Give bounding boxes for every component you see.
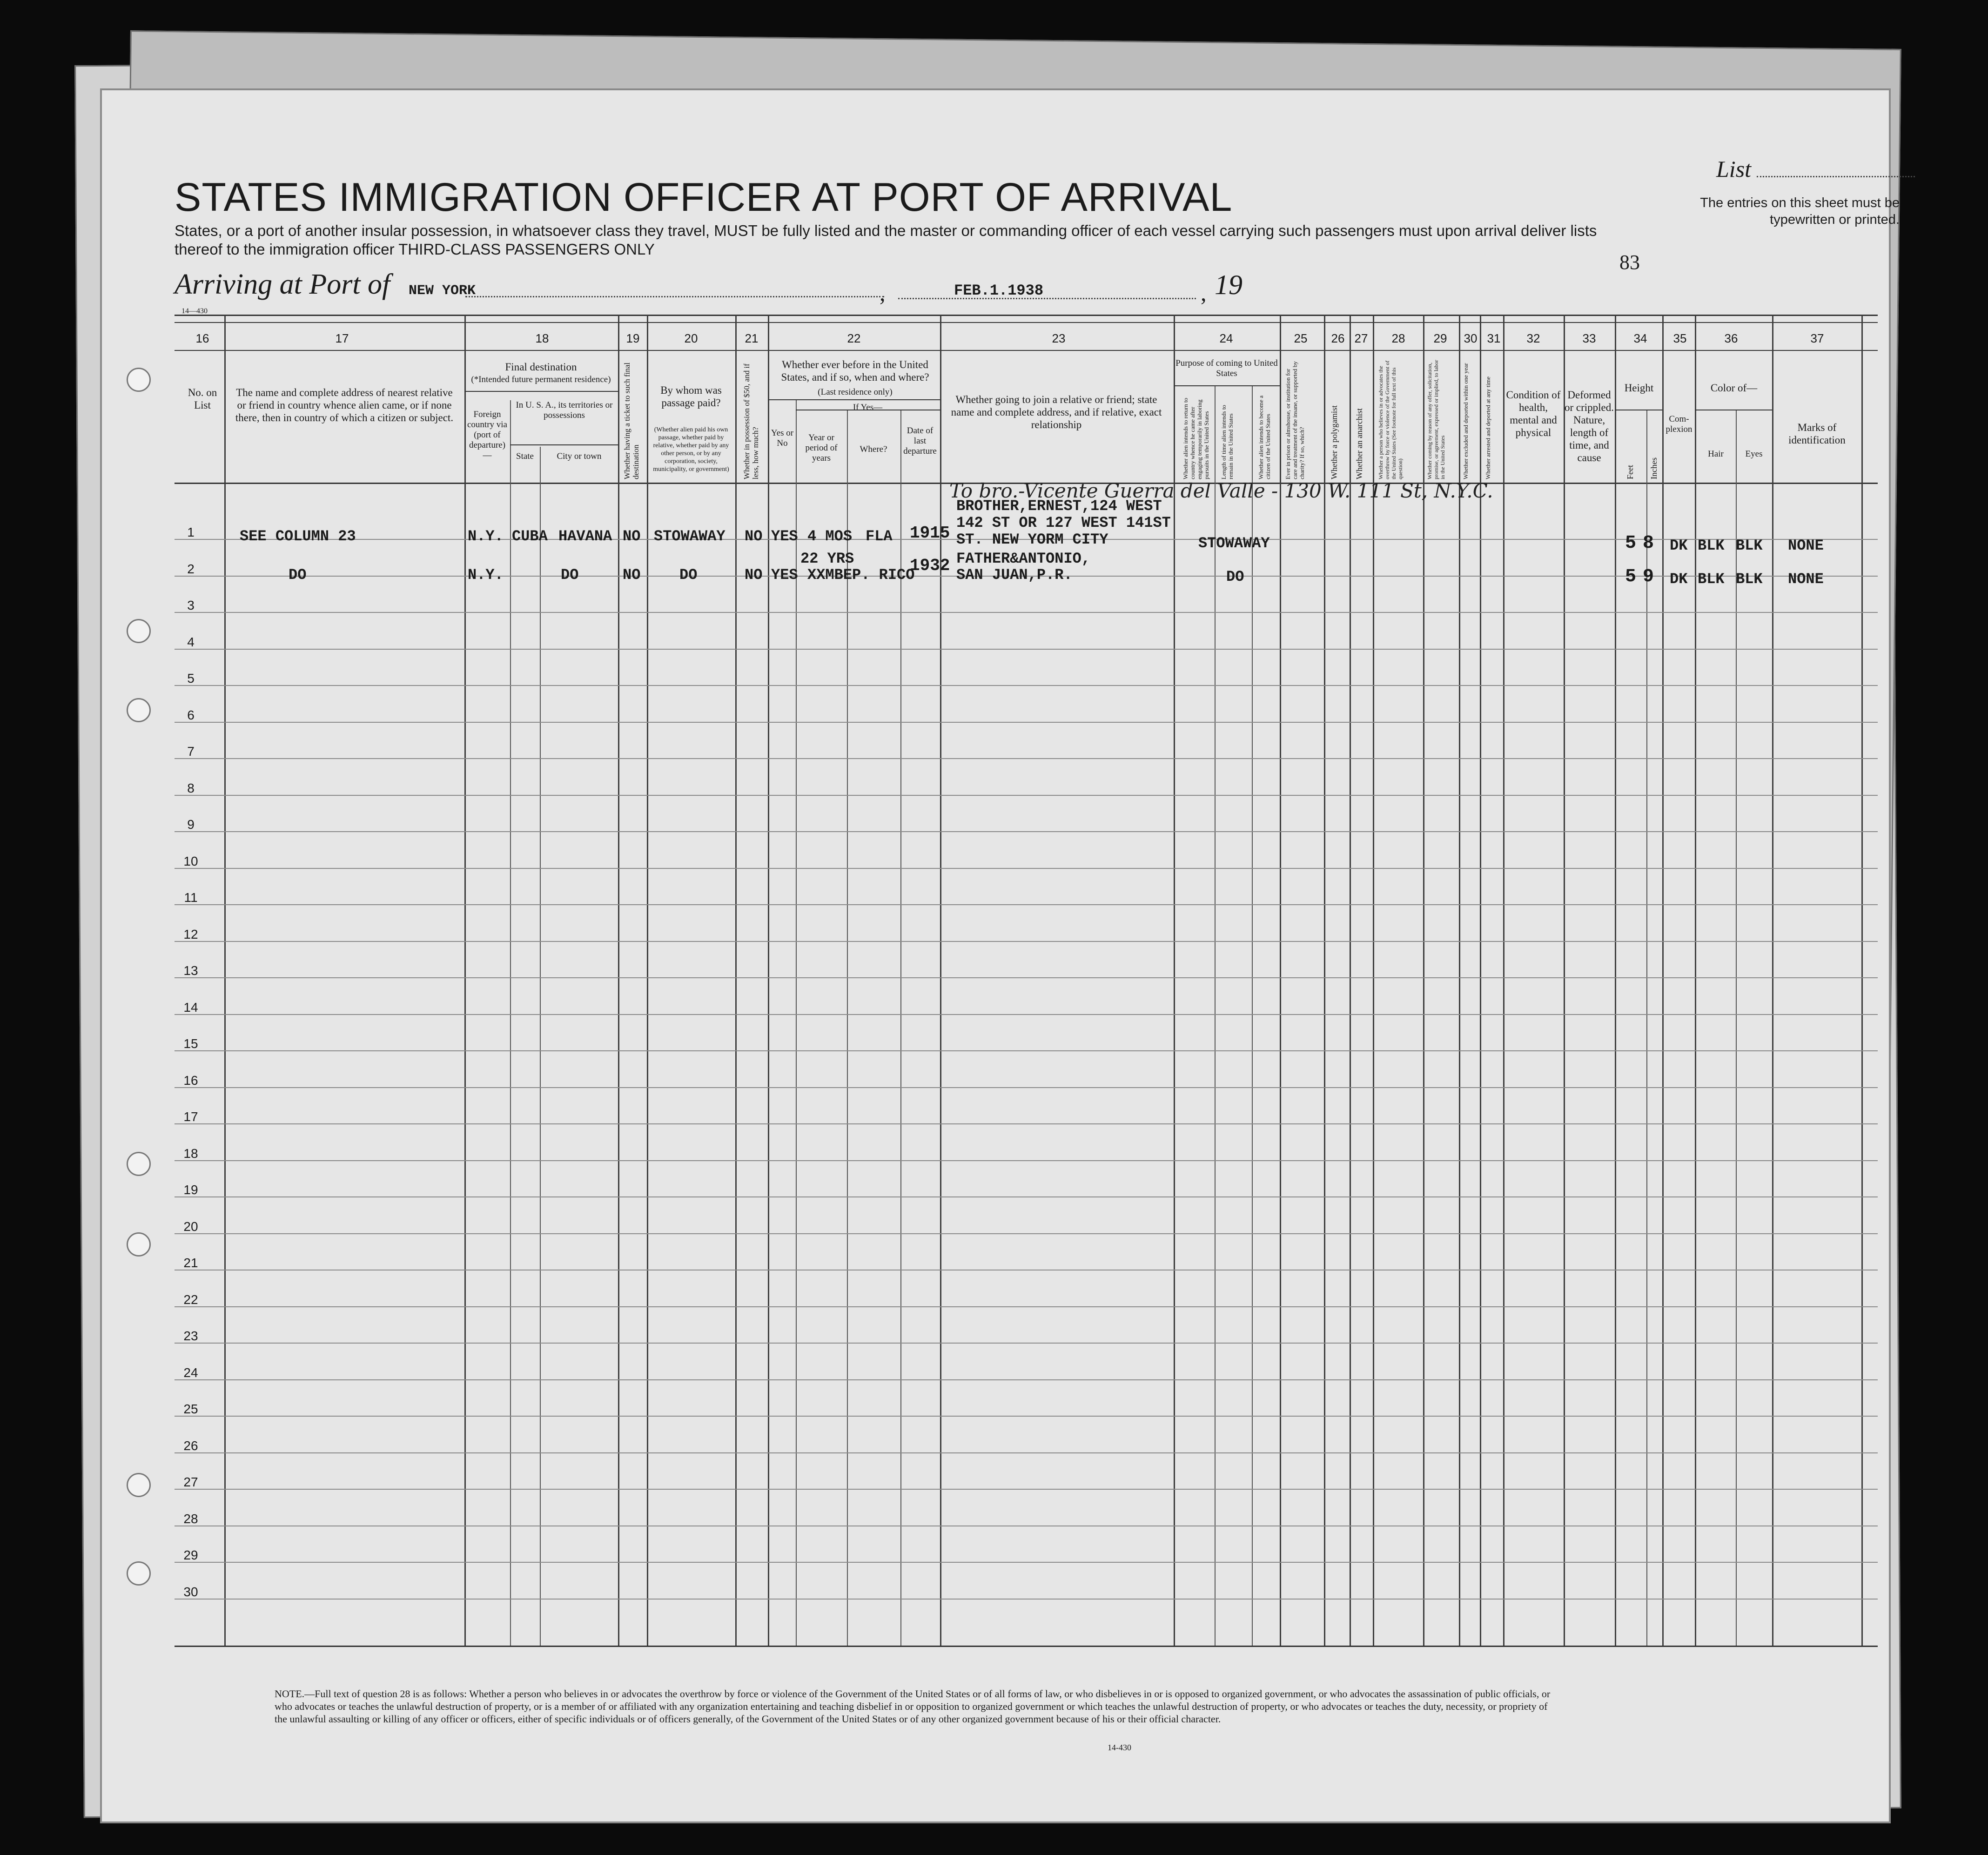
header-no-on-list: No. on List	[188, 387, 217, 411]
column-divider	[847, 410, 848, 1646]
column-divider	[1174, 315, 1175, 1646]
row-number: 21	[183, 1256, 198, 1270]
header-anarchist: Whether an anarchist	[1355, 408, 1364, 479]
comma: ,	[1201, 280, 1207, 306]
list-label: List	[1716, 156, 1752, 182]
row1-inches: 8	[1643, 533, 1654, 554]
row-number: 23	[183, 1329, 198, 1343]
row1-feet: 5	[1625, 533, 1637, 554]
row-number: 4	[187, 634, 195, 649]
header-yes-no: Yes or No	[771, 428, 794, 448]
table-top-line	[175, 322, 1878, 323]
row1-period: 4 MOS	[807, 528, 853, 545]
column-divider	[1459, 315, 1460, 1646]
row-number: 14	[183, 1000, 198, 1015]
header-color: Color of—	[1710, 382, 1758, 394]
row-line	[175, 868, 1878, 869]
row-number: 17	[183, 1109, 198, 1124]
column-number: 23	[1052, 331, 1066, 345]
column-divider	[735, 315, 737, 1646]
row-number: 27	[183, 1475, 198, 1489]
column-divider	[796, 400, 797, 1646]
row2-inches: 9	[1643, 566, 1654, 587]
header-marks: Marks of identification	[1788, 422, 1846, 446]
header-foreign-country: Foreign country via (port of departure)—	[467, 410, 507, 460]
row2-join-2: SAN JUAN,P.R.	[956, 566, 1073, 584]
row-number: 12	[183, 927, 198, 941]
column-number: 16	[195, 331, 209, 345]
column-number: 36	[1724, 331, 1738, 345]
row-line	[175, 941, 1878, 942]
row2-join-1: FATHER&ANTONIO,	[956, 550, 1091, 567]
year-prefix: 19	[1215, 269, 1242, 300]
row1-join-3: ST. NEW YORM CITY	[956, 531, 1108, 548]
row2-eyes: BLK	[1736, 571, 1763, 588]
handwritten-annotation: To bro.-Vicente Guerra del Valle - 130 W. 111 St, N.Y.C.	[949, 479, 1493, 502]
punch-hole	[127, 698, 151, 722]
column-number: 30	[1464, 331, 1478, 345]
column-divider	[224, 315, 226, 1646]
header-ever-before: Whether ever before in the United States, and if so, when and where?	[781, 359, 929, 383]
punch-hole	[127, 368, 151, 392]
row-number: 3	[187, 598, 195, 612]
row-number: 19	[183, 1183, 198, 1197]
row2-hair: BLK	[1698, 571, 1725, 588]
header-city: City or town	[557, 451, 602, 461]
row1-join-2: 142 ST OR 127 WEST 141ST	[956, 514, 1171, 531]
row1-paid-by: STOWAWAY	[654, 528, 725, 545]
header-purpose-length: Length of time alien intends to remain in the United States	[1220, 405, 1234, 479]
row1-money: NO	[745, 528, 763, 545]
row1-eyes: BLK	[1736, 537, 1763, 554]
row-number: 1	[187, 525, 195, 539]
row-line	[175, 722, 1878, 723]
row2-city: DO	[561, 566, 579, 584]
row-line	[175, 1416, 1878, 1417]
form-subtitle: States, or a port of another insular possession, in whatsoever class they travel, MUST be fully listed and the master or commanding officer of each vessel carrying such passengers must upon arrival deliver lists thereof to the immigration officer THIRD-CLASS PASSENGERS ONLY	[175, 222, 1597, 258]
sheet-number: 83	[1619, 251, 1640, 274]
form-title: STATES IMMIGRATION OFFICER AT PORT OF ARRIVAL	[175, 175, 1233, 220]
header-period: Year or period of years	[805, 433, 838, 463]
column-divider	[1736, 410, 1737, 1646]
row-line	[175, 612, 1878, 613]
row1-state: CUBA	[512, 528, 548, 545]
row1-where: FLA	[866, 528, 893, 545]
row-line	[175, 1489, 1878, 1490]
manifest-sheet	[100, 88, 1891, 1823]
header-complexion: Com-plexion	[1666, 414, 1692, 434]
row-number: 9	[187, 817, 195, 832]
column-divider	[1280, 315, 1281, 1646]
column-divider	[768, 315, 769, 1646]
header-purpose: Purpose of coming to United States	[1175, 358, 1278, 378]
column-divider	[540, 447, 541, 1646]
row-line	[175, 649, 1878, 650]
row2-foreign: N.Y.	[468, 566, 504, 584]
header-deformed: Deformed or crippled. Nature, length of time, and cause	[1565, 389, 1614, 464]
column-divider	[1662, 315, 1664, 1646]
form-code: 14-430	[1108, 1743, 1131, 1752]
column-number: 26	[1331, 331, 1345, 345]
list-number-line	[1757, 176, 1915, 177]
header-state: State	[516, 451, 534, 461]
column-number: 27	[1354, 331, 1368, 345]
header-in-usa: In U. S. A., its territories or possessions	[516, 400, 613, 420]
arriving-label: Arriving at Port of	[175, 269, 390, 300]
header-health: Condition of health, mental and physical	[1506, 389, 1561, 438]
date-line	[898, 298, 1196, 299]
column-number: 17	[335, 331, 349, 345]
column-number: 31	[1487, 331, 1501, 345]
row2-departed: 1932	[910, 556, 950, 575]
row2-where: XXMBEP. RICO	[807, 566, 915, 584]
column-number: 19	[626, 331, 640, 345]
row-line	[175, 831, 1878, 832]
header-ticket: Whether having a ticket to such final destination	[623, 362, 640, 479]
row-line	[175, 1562, 1878, 1563]
corner-code: 14—430	[181, 307, 208, 315]
column-number: 34	[1633, 331, 1647, 345]
row-number: 10	[183, 854, 198, 868]
row-number: 29	[183, 1548, 198, 1562]
row-number: 26	[183, 1438, 198, 1453]
row1-complexion: DK	[1670, 537, 1688, 554]
column-number: 21	[745, 331, 759, 345]
row-line	[175, 1379, 1878, 1380]
table-bottom-line	[175, 1646, 1878, 1647]
row2-period: 22 YRS	[800, 550, 854, 567]
column-divider	[1695, 315, 1696, 1646]
row1-departed: 1915	[910, 524, 950, 543]
row-line	[175, 1014, 1878, 1015]
header-overthrow: Whether a person who believes in or advocates the overthrow by force or violence of the Government of the United States (See footnote for full text of this question)	[1377, 360, 1404, 479]
row-number: 11	[184, 890, 198, 905]
header-nearest-relative: The name and complete address of nearest relative or friend in country whence alien came, or if none there, then in country of which a citizen or subject.	[235, 387, 454, 423]
column-number: 37	[1810, 331, 1824, 345]
row1-marks: NONE	[1788, 537, 1824, 554]
subheader-line	[768, 399, 940, 400]
row1-hair: BLK	[1698, 537, 1725, 554]
row-line	[175, 1233, 1878, 1234]
table-top-line	[175, 315, 1878, 316]
column-divider	[1480, 315, 1481, 1646]
punch-hole	[127, 1232, 151, 1257]
row-number: 28	[183, 1511, 198, 1526]
row2-paid-by: DO	[679, 566, 698, 584]
column-divider	[1324, 315, 1325, 1646]
column-number: 35	[1673, 331, 1687, 345]
row-line	[175, 977, 1878, 978]
row1-relative: SEE COLUMN 23	[240, 528, 356, 545]
punch-hole	[127, 1473, 151, 1497]
header-passage-paid: By whom was passage paid?	[660, 384, 722, 409]
row2-purpose: DO	[1226, 568, 1244, 585]
row-line	[175, 1196, 1878, 1197]
row-line	[175, 1452, 1878, 1453]
header-eyes: Eyes	[1745, 449, 1763, 459]
header-passage-paid-note: (Whether alien paid his own passage, whether paid by relative, whether paid by any other person, or by any corporation, society, municipality, or government)	[653, 426, 729, 473]
row-number: 5	[187, 671, 195, 686]
row2-before: YES	[771, 566, 798, 584]
row-line	[175, 1087, 1878, 1088]
row2-marks: NONE	[1788, 571, 1824, 588]
header-labor-offer: Whether coming by reason of any offer, solicitation, promise, or agreement, expressed or implied, to labor in the United States	[1426, 360, 1446, 479]
row-number: 2	[187, 561, 195, 576]
header-fifty-dollars: Whether in possession of $50, and if less, how much?	[742, 363, 760, 479]
row-number: 15	[183, 1036, 198, 1051]
row1-city: HAVANA	[558, 528, 612, 545]
row-number: 30	[183, 1584, 198, 1599]
header-last-departure: Date of last departure	[903, 426, 937, 456]
row-line	[175, 758, 1878, 759]
row-number: 8	[187, 780, 195, 795]
row-line	[175, 1160, 1878, 1161]
port-line	[465, 296, 884, 297]
row-number: 25	[183, 1402, 198, 1416]
row1-foreign: N.Y.	[468, 528, 504, 545]
header-excluded: Whether excluded and deported within one year	[1462, 363, 1469, 479]
row1-before: YES	[771, 528, 798, 545]
header-arrested: Whether arrested and deported at any time	[1484, 376, 1491, 479]
header-purpose-citizen: Whether alien intends to become a citizen of the United States	[1257, 395, 1271, 479]
column-divider	[1350, 315, 1351, 1646]
date-value: FEB.1.1938	[954, 282, 1044, 299]
header-final-destination-note: (*Intended future permanent residence)	[471, 375, 611, 384]
row-line	[175, 904, 1878, 905]
column-divider	[464, 315, 466, 1646]
subheader-line	[464, 391, 618, 392]
row-number: 6	[187, 707, 195, 722]
column-divider	[618, 315, 619, 1646]
row-number: 20	[183, 1219, 198, 1234]
row-line	[175, 1123, 1878, 1124]
entries-note: The entries on this sheet must be typewritten or printed.	[1700, 195, 1900, 227]
row2-money: NO	[745, 566, 763, 584]
row-line	[175, 1306, 1878, 1307]
header-if-yes: If Yes—	[853, 403, 883, 412]
row2-complexion: DK	[1670, 571, 1688, 588]
punch-hole	[127, 1561, 151, 1586]
row2-feet: 5	[1625, 566, 1637, 587]
subheader-line	[510, 444, 618, 445]
header-hair: Hair	[1708, 449, 1724, 459]
header-prison: Ever in prison or almshouse, or institution for care and treatment of the insane, or supported by charity? If so, which?	[1284, 361, 1305, 479]
header-ever-before-note: (Last residence only)	[818, 387, 893, 397]
column-number: 22	[847, 331, 861, 345]
column-divider	[1373, 315, 1374, 1646]
footnote-question-28: NOTE.—Full text of question 28 is as follows: Whether a person who believes in or advocates the overthrow by force or violence of the Government of the United States or of all forms of law, or who disbelieves in or is opposed to organized government, or who advocates the assassination of public officials, or who advocates or teaches the unlawful destruction of property, or is a member of or affiliated with any organization entertaining and teaching disbelief in or opposition to organized government or which teaches the unlawful destruction of property, or who advocates or teaches the duty, necessity, or propriety of the unlawful assaulting or killing of any officer or officers, either of specific individuals or of officers generally, of the Government of the United States or of any other organized government because of his or their official character.	[275, 1688, 1551, 1725]
column-number: 20	[684, 331, 698, 345]
column-divider	[1503, 315, 1504, 1646]
row-line	[175, 795, 1878, 796]
column-number: 24	[1219, 331, 1233, 345]
row1-purpose: STOWAWAY	[1198, 535, 1270, 552]
column-number: 29	[1433, 331, 1447, 345]
subheader-line	[1174, 385, 1280, 386]
column-divider	[1861, 315, 1863, 1646]
header-join-relative: Whether going to join a relative or friend; state name and complete address, and if relative, exact relationship	[951, 394, 1162, 430]
port-value: NEW YORK	[409, 283, 476, 299]
punch-hole	[127, 1152, 151, 1176]
header-feet: Feet	[1625, 465, 1635, 479]
column-number-line	[175, 350, 1878, 351]
row1-join-1: BROTHER,ERNEST,124 WEST	[956, 497, 1162, 515]
column-number: 28	[1391, 331, 1405, 345]
column-divider	[900, 410, 901, 1646]
row2-ticket: NO	[623, 566, 641, 584]
row-number: 16	[183, 1073, 198, 1088]
row-line	[175, 1599, 1878, 1600]
row-number: 13	[183, 963, 198, 978]
row-number: 22	[183, 1292, 198, 1307]
column-number: 33	[1582, 331, 1596, 345]
column-divider	[1615, 315, 1616, 1646]
punch-hole	[127, 619, 151, 643]
header-height: Height	[1624, 382, 1654, 394]
row-line	[175, 1343, 1878, 1344]
row-line	[175, 1050, 1878, 1051]
column-divider	[1772, 315, 1773, 1646]
header-final-destination: Final destination	[505, 361, 577, 373]
row-line	[175, 685, 1878, 686]
column-divider	[510, 400, 511, 1646]
header-inches: Inches	[1649, 457, 1659, 479]
header-purpose-return: Whether alien intends to return to country whence he came after engaging temporarily in laboring pursuits in the United States	[1182, 397, 1210, 479]
column-divider	[647, 315, 648, 1646]
header-where: Where?	[860, 444, 887, 454]
column-number: 18	[535, 331, 549, 345]
column-divider	[1646, 410, 1647, 1646]
row1-ticket: NO	[623, 528, 641, 545]
column-divider	[1423, 315, 1424, 1646]
column-number: 32	[1526, 331, 1540, 345]
column-divider	[940, 315, 941, 1646]
row2-relative: DO	[289, 566, 307, 584]
comma: ,	[880, 280, 886, 306]
column-divider	[1564, 315, 1565, 1646]
header-polygamist: Whether a polygamist	[1330, 405, 1339, 479]
row-number: 18	[183, 1146, 198, 1161]
row-number: 24	[183, 1365, 198, 1380]
column-number: 25	[1294, 331, 1308, 345]
row-number: 7	[187, 744, 195, 759]
